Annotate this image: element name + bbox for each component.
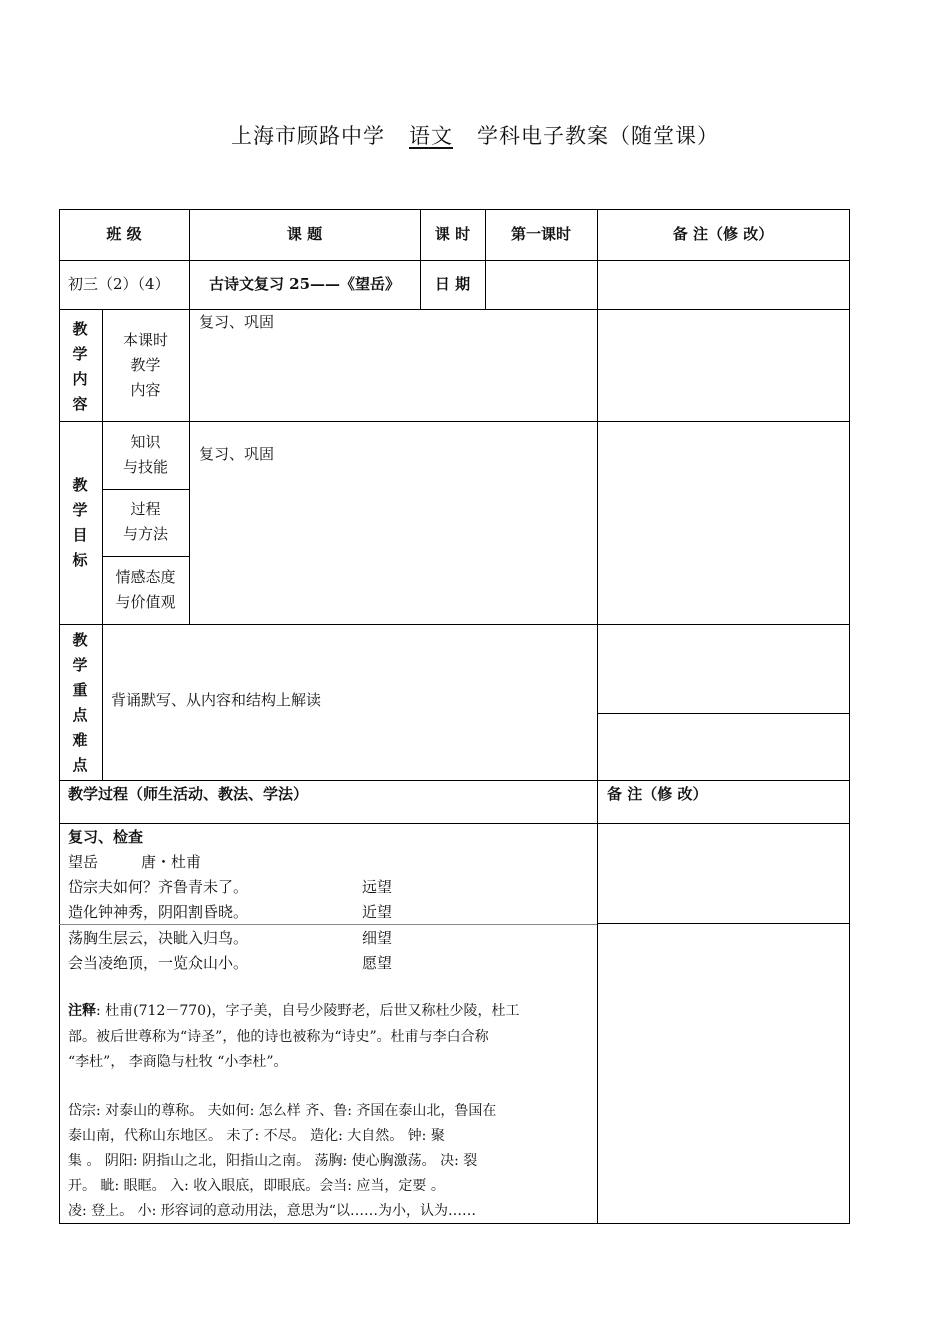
goal-process-line1: 过程 bbox=[130, 500, 161, 518]
poem-line: 荡胸生层云，决眦入归鸟。 bbox=[68, 929, 249, 947]
content-sublabel-3: 内容 bbox=[130, 381, 161, 399]
key-points-value: 背诵默写、从内容和结构上解读 bbox=[111, 691, 322, 709]
goal-knowledge-line2: 与技能 bbox=[122, 458, 168, 476]
key-points-label bbox=[68, 628, 92, 778]
notes-line-1: : 杜甫(712－770)，字子美，自号少陵野老，后世又称杜少陵，杜工 bbox=[96, 1003, 520, 1019]
goal-attitude-line2: 与价值观 bbox=[115, 593, 176, 611]
process-notes-header: 备 注（修 改） bbox=[607, 785, 708, 803]
poem-author: 唐・杜甫 bbox=[141, 853, 202, 871]
notes-header: 备 注（修 改） bbox=[672, 225, 774, 243]
date-label: 日 期 bbox=[434, 275, 471, 293]
period-value: 第一课时 bbox=[510, 225, 571, 243]
goal-knowledge-label bbox=[102, 430, 189, 480]
teaching-content-text: 教 学 内 容 bbox=[72, 320, 88, 413]
goal-attitude-line1: 情感态度 bbox=[115, 568, 176, 586]
subject-value: 语文 bbox=[409, 124, 453, 148]
teaching-goals-text: 教 学 目 标 bbox=[72, 476, 88, 569]
subject-field bbox=[385, 124, 477, 148]
poem-line-tag: 愿望 bbox=[362, 954, 393, 972]
content-sublabel-1: 本课时 bbox=[122, 331, 168, 349]
gloss-line: 岱宗: 对泰山的尊称。 夫如何: 怎么样 齐、鲁: 齐国在泰山北，鲁国在 bbox=[68, 1103, 497, 1119]
teaching-goals-label bbox=[68, 473, 92, 573]
process-header: 教学过程（师生活动、教法、学法） bbox=[68, 785, 309, 803]
poem-title: 望岳 bbox=[68, 853, 99, 871]
goal-process-label bbox=[102, 497, 189, 547]
poem-line: 会当凌绝顶，一览众山小。 bbox=[68, 954, 249, 972]
notes-line: 部。被后世尊称为“诗圣”，他的诗也被称为“诗史”。杜甫与李白合称 bbox=[68, 1029, 489, 1045]
content-sublabel bbox=[102, 328, 189, 403]
poem-line: 造化钟神秀，阴阳割昏晓。 bbox=[68, 903, 249, 921]
goal-attitude-label bbox=[102, 565, 189, 615]
notes-line: “李杜”， 李商隐与杜牧 “小李杜”。 bbox=[68, 1054, 288, 1070]
page-title bbox=[0, 120, 950, 150]
gloss-line: 泰山南，代称山东地区。 未了: 不尽。 造化: 大自然。 钟: 聚 bbox=[68, 1128, 445, 1144]
key-points-text: 教 学 重 点 难 点 bbox=[72, 631, 88, 774]
topic-value: 古诗文复习 25——《望岳》 bbox=[208, 275, 401, 293]
notes-label: 注释 bbox=[68, 1003, 96, 1019]
gloss-line: 凌: 登上。 小: 形容词的意动用法，意思为“以……为小，认为…… bbox=[68, 1203, 476, 1219]
review-heading: 复习、检查 bbox=[68, 828, 144, 846]
topic-header: 课 题 bbox=[286, 225, 323, 243]
gloss-line: 开。 眦: 眼眶。 入: 收入眼底，即眼底。会当: 应当，定要 。 bbox=[68, 1178, 445, 1194]
title-suffix: 学科电子教案（随堂课） bbox=[477, 124, 719, 148]
content-text: 复习、巩固 bbox=[199, 313, 275, 331]
goals-text: 复习、巩固 bbox=[199, 445, 275, 463]
poem-line-tag: 远望 bbox=[362, 878, 393, 896]
poem-line-tag: 近望 bbox=[362, 903, 393, 921]
content-sublabel-2: 教学 bbox=[130, 356, 161, 374]
school-name: 上海市顾路中学 bbox=[231, 124, 385, 148]
poem-line: 岱宗夫如何？齐鲁青未了。 bbox=[68, 878, 249, 896]
gloss-line: 集 。 阴阳: 阴指山之北，阳指山之南。 荡胸: 使心胸激荡。 决: 裂 bbox=[68, 1153, 478, 1169]
goal-knowledge-line1: 知识 bbox=[130, 433, 161, 451]
goal-process-line2: 与方法 bbox=[122, 525, 168, 543]
poem-line-tag: 细望 bbox=[362, 929, 393, 947]
period-header: 课 时 bbox=[434, 225, 471, 243]
class-value: 初三（2）（4） bbox=[68, 275, 170, 293]
notes-line bbox=[68, 999, 520, 1024]
teaching-content-label bbox=[68, 317, 92, 417]
class-header: 班 级 bbox=[106, 225, 142, 243]
